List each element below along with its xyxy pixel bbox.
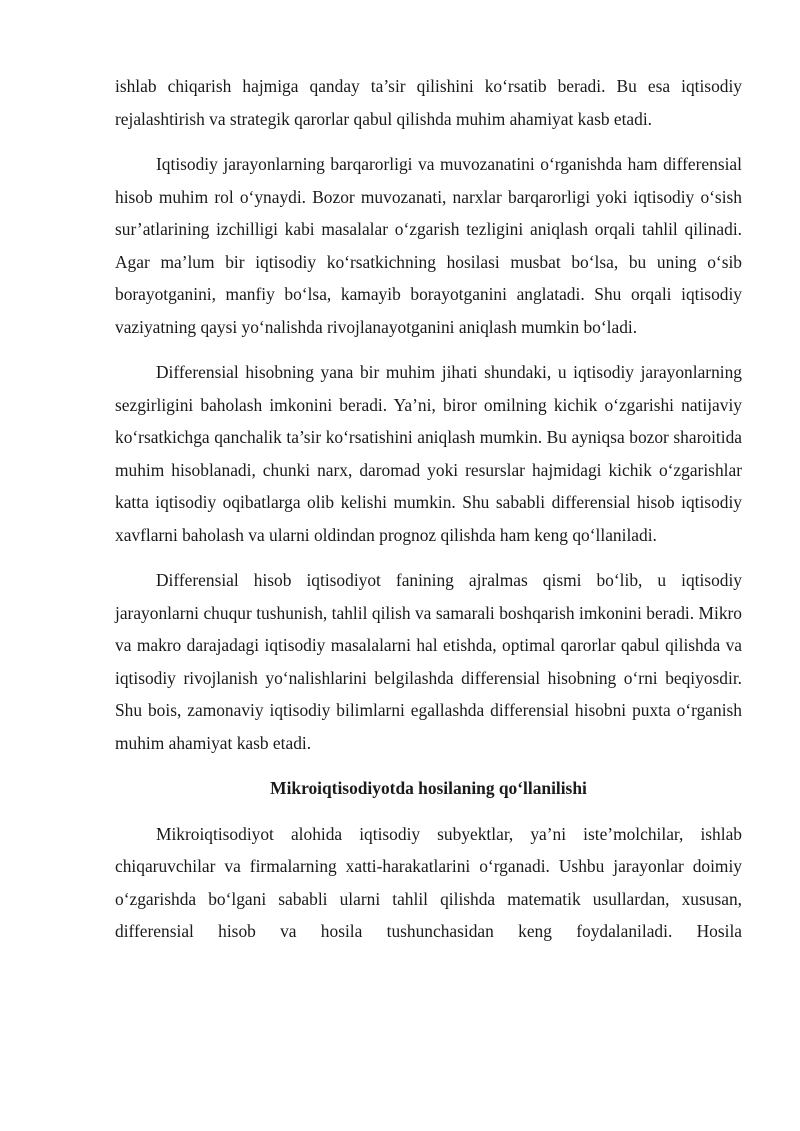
paragraph-microeconomics: Mikroiqtisodiyot alohida iqtisodiy subyektlar, ya’ni iste’molchilar, ishlab chiqaruvchilar va firmalarning xatti-harakatlarini o‘rganadi. Ushbu jarayonlar doimiy o‘zgarishda bo‘lgani sababli ularni tahlil qilishda matematik usullardan, xususan, differensial hisob va hosila tushunchasidan keng foydalaniladi. Hosila [115, 823, 742, 941]
document-page [115, 70, 742, 961]
paragraph-stability: Iqtisodiy jarayonlarning barqarorligi va muvozanatini o‘rganishda ham differensial hisob muhim rol o‘ynaydi. Bozor muvozanati, narxlar barqarorligi yoki iqtisodiy o‘sish sur’atlarining izchilligi kabi masalalar o‘zgarish tezligini aniqlash orqali tahlil qilinadi. Agar ma’lum bir iqtisodiy ko‘rsatkichning hosilasi musbat bo‘lsa, bu uning o‘sib borayotganini, manfiy bo‘lsa, kamayib borayotganini anglatadi. Shu orqali iqtisodiy vaziyatning qaysi yo‘nalishda rivojlanayotganini aniqlash mumkin bo‘ladi. [115, 154, 742, 337]
paragraph-sensitivity: Differensial hisobning yana bir muhim jihati shundaki, u iqtisodiy jarayonlarning sezgirligini baholash imkonini beradi. Ya’ni, biror omilning kichik o‘zgarishi natijaviy ko‘rsatkichga qanchalik ta’sir ko‘rsatishini aniqlash mumkin. Bu ayniqsa bozor sharoitida muhim hisoblanadi, chunki narx, daromad yoki resurslar hajmidagi kichik o‘zgarishlar katta iqtisodiy oqibatlarga olib kelishi mumkin. Shu sababli differensial hisob iqtisodiy xavflarni baholash va ularni oldindan prognoz qilishda ham keng qo‘llaniladi. [115, 362, 742, 545]
paragraph-continuation: ishlab chiqarish hajmiga qanday ta’sir qilishini ko‘rsatib beradi. Bu esa iqtisodiy rejalashtirish va strategik qarorlar qabul qilishda muhim ahamiyat kasb etadi. [115, 76, 742, 129]
section-heading: Mikroiqtisodiyotda hosilaning qo‘llanilishi [270, 778, 587, 798]
paragraph-conclusion: Differensial hisob iqtisodiyot fanining ajralmas qismi bo‘lib, u iqtisodiy jarayonlarni chuqur tushunish, tahlil qilish va samarali boshqarish imkonini beradi. Mikro va makro darajadagi iqtisodiy masalalarni hal etishda, optimal qarorlar qabul qilishda va iqtisodiy rivojlanish yo‘nalishlarini belgilashda differensial hisobning o‘rni beqiyosdir. Shu bois, zamonaviy iqtisodiy bilimlarni egallashda differensial hisobni puxta o‘rganish muhim ahamiyat kasb etadi. [115, 570, 742, 753]
